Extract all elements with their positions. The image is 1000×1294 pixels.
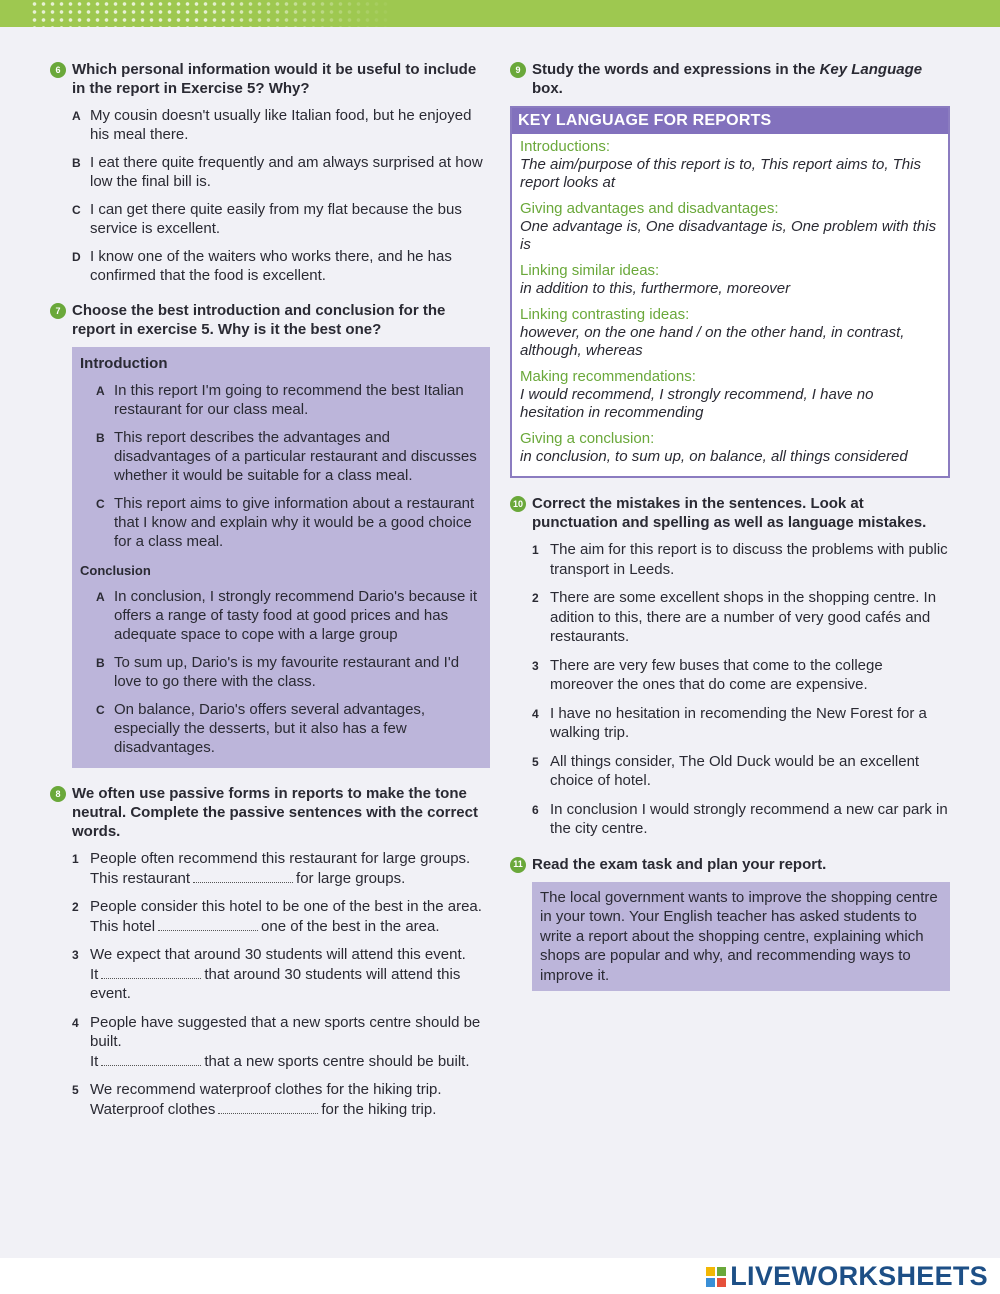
- answer-blank[interactable]: [218, 1101, 318, 1114]
- option-d: D I know one of the waiters who works there, and he has confirmed that the food is excellent.: [72, 248, 452, 284]
- exercise-number-badge: 8: [50, 786, 66, 802]
- kl-section-conclusion: Giving a conclusion: in conclusion, to sum up, on balance, all things considered: [520, 430, 908, 465]
- exercise-7: [50, 301, 490, 768]
- exercise-number-badge: 10: [510, 496, 526, 512]
- conclusion-heading: Conclusion: [80, 563, 151, 578]
- kl-section-recommendations: Making recommendations: I would recommend, I strongly recommend, I have no hesitation in recommending: [520, 368, 874, 421]
- passive-item-1: 1 People often recommend this restaurant for large groups. This restaurant for large groups.: [72, 850, 471, 887]
- exercise-9: [510, 60, 950, 478]
- passive-item-3: 3 We expect that around 30 students will attend this event. It that around 30 students will attend this event.: [72, 946, 466, 1002]
- option-c: C I can get there quite easily from my flat because the bus service is excellent.: [72, 201, 462, 237]
- correction-item-1: 1 The aim for this report is to discuss the problems with public transport in Leeds.: [532, 541, 948, 578]
- kl-section-advantages: Giving advantages and disadvantages: One advantage is, One disadvantage is, One problem with this is: [520, 200, 937, 253]
- intro-option-b: B This report describes the advantages and disadvantages of a particular restaurant and discusses whether it would be suitable for a class meal.: [96, 429, 477, 484]
- correction-item-3: 3 There are very few buses that come to the college moreover the ones that do come are expensive.: [532, 656, 883, 693]
- kl-section-contrasting: Linking contrasting ideas: however, on the one hand / on the other hand, in contrast, although, whereas: [520, 306, 905, 359]
- right-column: [510, 60, 950, 1007]
- kl-section-introductions: Introductions: The aim/purpose of this report is to, This report aims to, This report looks at: [520, 138, 921, 191]
- exercise-6: [50, 60, 490, 285]
- exercise-10: [510, 494, 950, 839]
- logo-grid-icon: [706, 1267, 726, 1287]
- exercise-11: [510, 855, 950, 992]
- exercise-question: Correct the mistakes in the sentences. Look at punctuation and spelling as well as language mistakes.: [532, 495, 927, 531]
- exercise-question: Study the words and expressions in the Key Language box.: [532, 61, 923, 97]
- conclusion-option-c: C On balance, Dario's offers several advantages, especially the desserts, but it also has a few disadvantages.: [96, 701, 426, 756]
- answer-blank[interactable]: [158, 918, 258, 931]
- exercise-number-badge: 9: [510, 62, 526, 78]
- exercise-number-badge: 11: [510, 857, 526, 873]
- exercise-number-badge: 7: [50, 303, 66, 319]
- exercise-question: Read the exam task and plan your report.: [532, 855, 827, 873]
- passive-item-2: 2 People consider this hotel to be one of the best in the area. This hotel one of the best in the area.: [72, 898, 482, 935]
- correction-item-2: 2 There are some excellent shops in the shopping centre. In adition to this, there are a number of very good cafés and restaurants.: [532, 589, 937, 645]
- exercise-question: Choose the best introduction and conclusion for the report in exercise 5. Why is it the best one?: [72, 302, 446, 338]
- option-b: B I eat there quite frequently and am always surprised at how low the final bill is.: [72, 154, 483, 190]
- top-decorative-bar: [0, 0, 1000, 27]
- intro-option-a: A In this report I'm going to recommend the best Italian restaurant for our class meal.: [96, 382, 464, 418]
- kl-section-similar: Linking similar ideas: in addition to this, furthermore, moreover: [520, 262, 791, 297]
- option-a: A My cousin doesn't usually like Italian food, but he enjoyed his meal there.: [72, 107, 472, 143]
- answer-blank[interactable]: [101, 966, 201, 979]
- key-language-box: [510, 106, 950, 478]
- correction-item-6: 6 In conclusion I would strongly recommend a new car park in the city centre.: [532, 800, 948, 837]
- introduction-heading: Introduction: [80, 355, 168, 372]
- exercise-question: We often use passive forms in reports to make the tone neutral. Complete the passive sentences with the correct words.: [72, 785, 478, 840]
- passive-item-4: 4 People have suggested that a new sports centre should be built. It that a new sports centre should be built.: [72, 1013, 481, 1070]
- left-column: [50, 60, 490, 1135]
- exercise-number-badge: 6: [50, 62, 66, 78]
- conclusion-option-a: A In conclusion, I strongly recommend Dario's because it offers a range of tasty food at good prices and has adequate space to cope with a large group: [96, 588, 478, 643]
- footer: [0, 1258, 1000, 1294]
- key-language-title: KEY LANGUAGE FOR REPORTS: [512, 108, 948, 134]
- conclusion-option-b: B To sum up, Dario's is my favourite restaurant and I'd love to go there with the class.: [96, 654, 460, 690]
- answer-blank[interactable]: [193, 870, 293, 883]
- exercise-8: [50, 784, 490, 1119]
- intro-conclusion-box: [72, 347, 490, 768]
- passive-item-5: 5 We recommend waterproof clothes for the hiking trip. Waterproof clothes for the hiking trip.: [72, 1081, 442, 1118]
- correction-item-4: 4 I have no hesitation in recomending the New Forest for a walking trip.: [532, 704, 927, 741]
- answer-blank[interactable]: [101, 1053, 201, 1066]
- exercise-question: Which personal information would it be useful to include in the report in Exercise 5? Why?: [72, 61, 477, 97]
- exam-task-box: The local government wants to improve the shopping centre in your town. Your English teacher has asked students to write a report about the shopping centre, explaining which shops are popular and why, and recommending ways to improve it.: [532, 882, 950, 992]
- liveworksheets-logo[interactable]: [706, 1261, 988, 1292]
- logo-text: LIVEWORKSHEETS: [730, 1261, 988, 1291]
- intro-option-c: C This report aims to give information about a restaurant that I know and explain why it would be a good choice for a class meal.: [96, 495, 475, 550]
- correction-item-5: 5 All things consider, The Old Duck would be an excellent choice of hotel.: [532, 752, 920, 789]
